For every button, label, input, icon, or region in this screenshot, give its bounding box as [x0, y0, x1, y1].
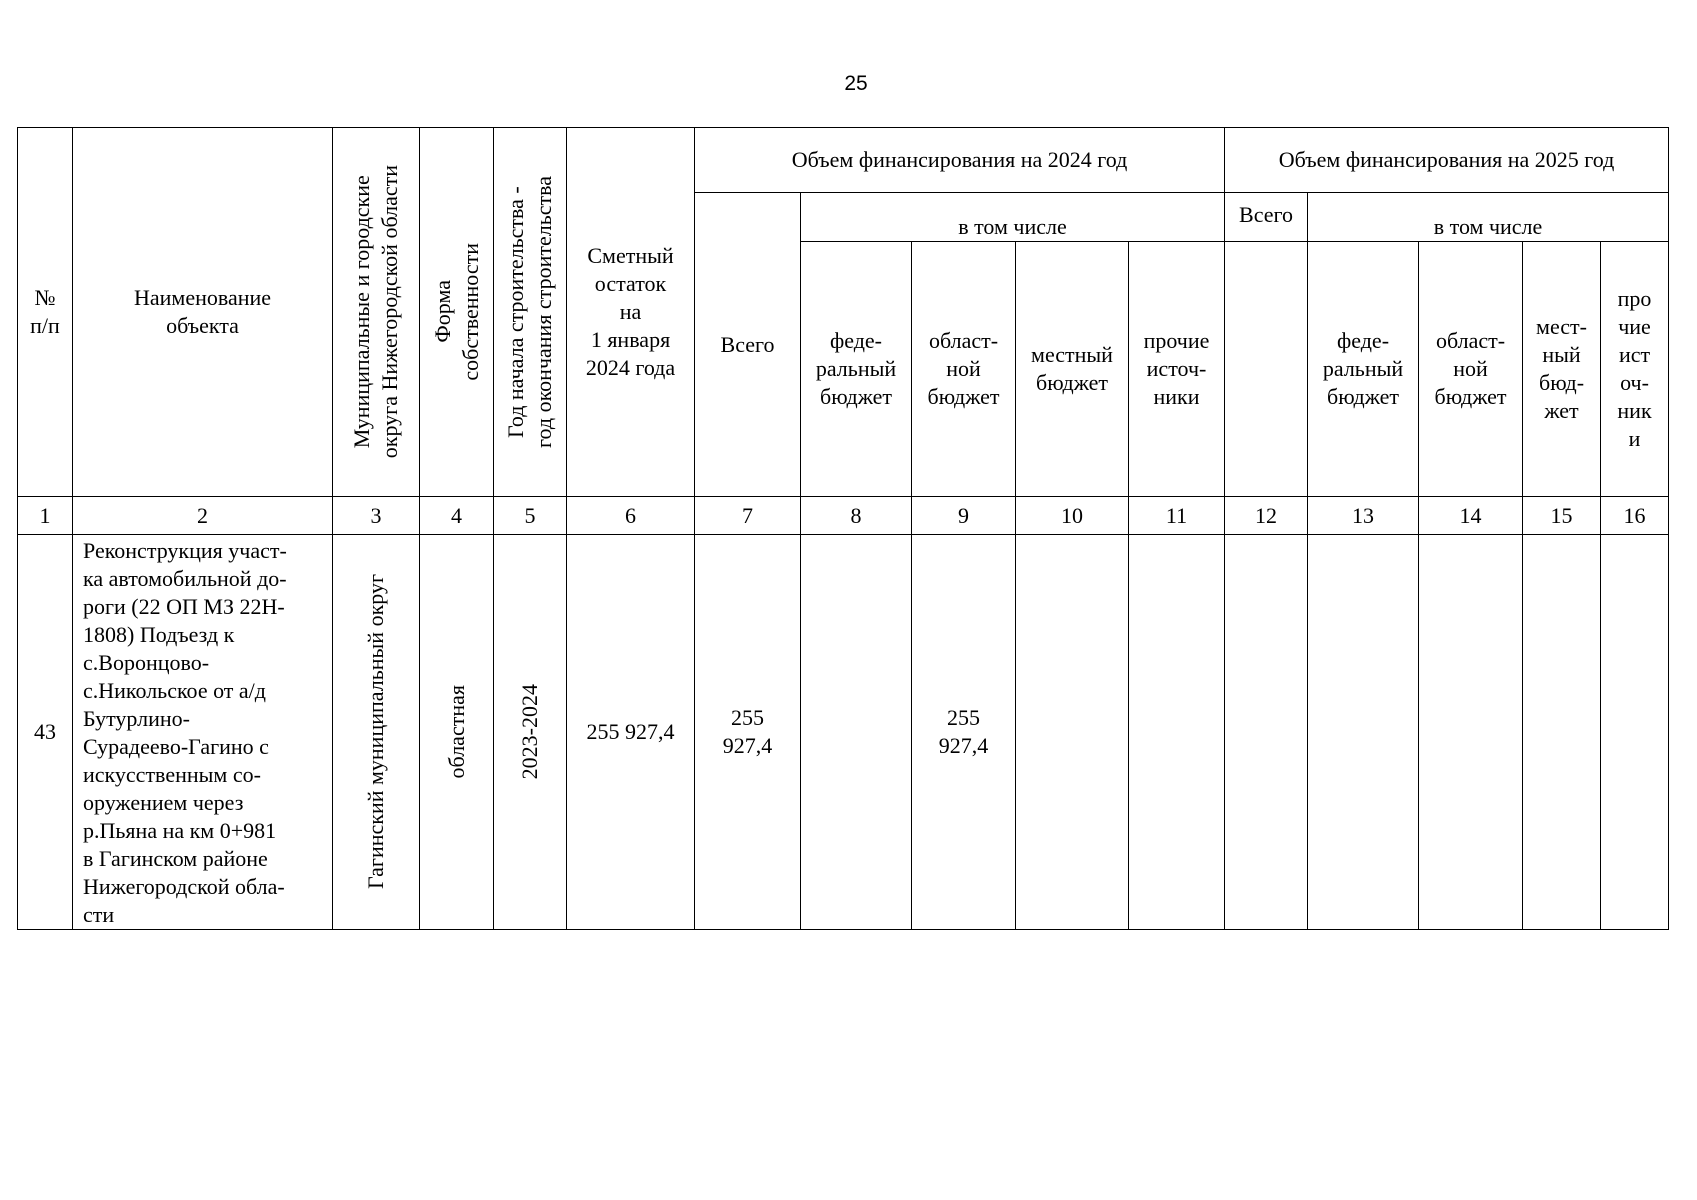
- column-number: 1: [18, 497, 73, 535]
- header-federal-2025-line-3: бюджет: [1327, 384, 1400, 409]
- column-number: 8: [801, 497, 912, 535]
- header-name: [73, 128, 333, 497]
- header-years: [494, 128, 567, 497]
- header-other-2024-line-3: ники: [1153, 384, 1200, 409]
- object-name-line: р.Пьяна на км 0+981: [83, 818, 277, 843]
- column-number: 3: [333, 497, 420, 535]
- header-row-1: [18, 128, 1669, 193]
- other-2024: [1129, 535, 1225, 930]
- object-name-line: искусственным со-: [83, 762, 261, 787]
- header-other-2024-line-2: источ-: [1146, 356, 1207, 381]
- object-name-line: Нижегородской обла-: [83, 874, 285, 899]
- header-other-2025-line-5: ник: [1617, 398, 1652, 423]
- header-regional-2024-line-3: бюджет: [927, 384, 1000, 409]
- years-cell: [494, 535, 567, 930]
- object-name-line: в Гагинском районе: [83, 846, 268, 871]
- header-federal-2024: [801, 242, 912, 497]
- object-name-line: ка автомобильной до-: [83, 566, 287, 591]
- header-other-2024: [1129, 242, 1225, 497]
- header-local-2025-line-1: мест-: [1536, 314, 1587, 339]
- header-federal-2025-line-2: ральный: [1322, 356, 1404, 381]
- header-federal-2025: [1308, 242, 1419, 497]
- header-num-line-1: №: [34, 285, 56, 310]
- column-number: 10: [1016, 497, 1129, 535]
- header-other-2025-line-3: ист: [1618, 342, 1651, 367]
- header-ownership-line-2: собственности: [457, 243, 483, 381]
- header-municipal-line-2: округа Нижегородской области: [377, 165, 402, 459]
- row-num: 43: [18, 535, 73, 930]
- header-municipal: [333, 128, 420, 497]
- header-ownership-line-1: Форма: [429, 280, 455, 344]
- header-including-2024: в том числе: [801, 193, 1225, 242]
- page-number: 25: [844, 72, 868, 95]
- header-other-2024-line-1: прочие: [1143, 328, 1210, 353]
- header-regional-2025-line-3: бюджет: [1434, 384, 1507, 409]
- header-local-2024: [1016, 242, 1129, 497]
- municipality-cell: [333, 535, 420, 930]
- header-federal-2024-line-1: феде-: [829, 328, 882, 353]
- header-federal-2024-line-3: бюджет: [820, 384, 892, 409]
- header-local-2024-line-2: бюджет: [1036, 370, 1108, 395]
- regional-2024-line-2: 927,4: [938, 733, 989, 758]
- total-2024: [695, 535, 801, 930]
- column-numbers-row: [18, 497, 1669, 535]
- local-2025: [1523, 535, 1601, 930]
- header-municipal-line-1: Муниципальные и городские: [349, 175, 374, 449]
- header-federal-2024-line-2: ральный: [815, 356, 897, 381]
- header-remainder-line-2: остаток: [594, 271, 667, 296]
- remainder: 255 927,4: [567, 535, 695, 930]
- column-number: 9: [912, 497, 1016, 535]
- header-including-2025: в том числе: [1308, 193, 1669, 242]
- years: 2023-2024: [517, 684, 542, 780]
- header-num: [18, 128, 73, 497]
- header-remainder-line-3: на: [619, 299, 642, 324]
- column-number: 4: [420, 497, 494, 535]
- header-regional-2025: [1419, 242, 1523, 497]
- column-number: 11: [1129, 497, 1225, 535]
- column-number: 6: [567, 497, 695, 535]
- federal-2024: [801, 535, 912, 930]
- total-2024-line-2: 927,4: [722, 733, 773, 758]
- ownership-cell: [420, 535, 494, 930]
- header-years-line-1: Год начала строительства -: [503, 186, 528, 438]
- object-name-line: оружением через: [83, 790, 244, 815]
- header-regional-2024: [912, 242, 1016, 497]
- header-empty-2025: [1225, 242, 1308, 497]
- header-name-line-2: объекта: [166, 313, 239, 338]
- local-2024: [1016, 535, 1129, 930]
- column-number: 5: [494, 497, 567, 535]
- regional-2024-line-1: 255: [947, 705, 980, 730]
- header-other-2025-line-4: оч-: [1620, 370, 1649, 395]
- header-years-line-2: год окончания строительства: [531, 176, 556, 448]
- header-remainder-line-4: 1 января: [590, 327, 671, 352]
- header-other-2025: [1601, 242, 1669, 497]
- object-name-line: с.Никольское от а/д: [83, 678, 266, 703]
- table-row: [18, 535, 1669, 930]
- header-regional-2025-line-2: ной: [1453, 356, 1488, 381]
- total-2025: [1225, 535, 1308, 930]
- header-ownership: [420, 128, 494, 497]
- object-name-line: Бутурлино-: [83, 706, 190, 731]
- header-federal-2025-line-1: феде-: [1337, 328, 1390, 353]
- column-number: 13: [1308, 497, 1419, 535]
- column-number: 12: [1225, 497, 1308, 535]
- column-number: 16: [1601, 497, 1669, 535]
- object-name-line: роги (22 ОП МЗ 22Н-: [83, 594, 285, 619]
- column-number: 2: [73, 497, 333, 535]
- header-remainder-line-1: Сметный: [587, 243, 674, 268]
- regional-2025: [1419, 535, 1523, 930]
- header-total-2024: Всего: [695, 193, 801, 497]
- header-funding-2024: Объем финансирования на 2024 год: [695, 128, 1225, 193]
- object-name-line: Реконструкция участ-: [83, 538, 287, 563]
- object-name: [73, 535, 333, 930]
- column-number: 15: [1523, 497, 1601, 535]
- column-number: 14: [1419, 497, 1523, 535]
- header-local-2025: [1523, 242, 1601, 497]
- regional-2024: [912, 535, 1016, 930]
- municipality: Гагинский муниципальный округ: [363, 574, 388, 890]
- header-local-2025-line-4: жет: [1544, 398, 1579, 423]
- header-local-2025-line-2: ный: [1542, 342, 1581, 367]
- total-2024-line-1: 255: [731, 705, 764, 730]
- object-name-line: 1808) Подъезд к: [83, 622, 235, 647]
- header-name-line-1: Наименование: [133, 285, 272, 310]
- header-other-2025-line-1: про: [1617, 286, 1652, 311]
- object-name-line: Сурадеево-Гагино с: [83, 734, 269, 759]
- header-local-2024-line-1: местный: [1031, 342, 1113, 367]
- header-total-2025: Всего: [1225, 193, 1308, 242]
- ownership: областная: [443, 685, 469, 779]
- header-local-2025-line-3: бюд-: [1539, 370, 1585, 395]
- header-regional-2024-line-1: област-: [928, 328, 999, 353]
- header-regional-2025-line-1: област-: [1435, 328, 1506, 353]
- header-remainder-line-5: 2024 года: [585, 355, 676, 380]
- header-regional-2024-line-2: ной: [946, 356, 981, 381]
- header-num-line-2: п/п: [30, 313, 60, 338]
- object-name-line: сти: [83, 902, 115, 927]
- header-other-2025-line-2: чие: [1618, 314, 1651, 339]
- other-2025: [1601, 535, 1669, 930]
- column-number: 7: [695, 497, 801, 535]
- financing-table: [17, 127, 1669, 930]
- header-other-2025-line-6: и: [1628, 426, 1641, 451]
- header-remainder: [567, 128, 695, 497]
- federal-2025: [1308, 535, 1419, 930]
- object-name-line: с.Воронцово-: [83, 650, 210, 675]
- header-funding-2025: Объем финансирования на 2025 год: [1225, 128, 1669, 193]
